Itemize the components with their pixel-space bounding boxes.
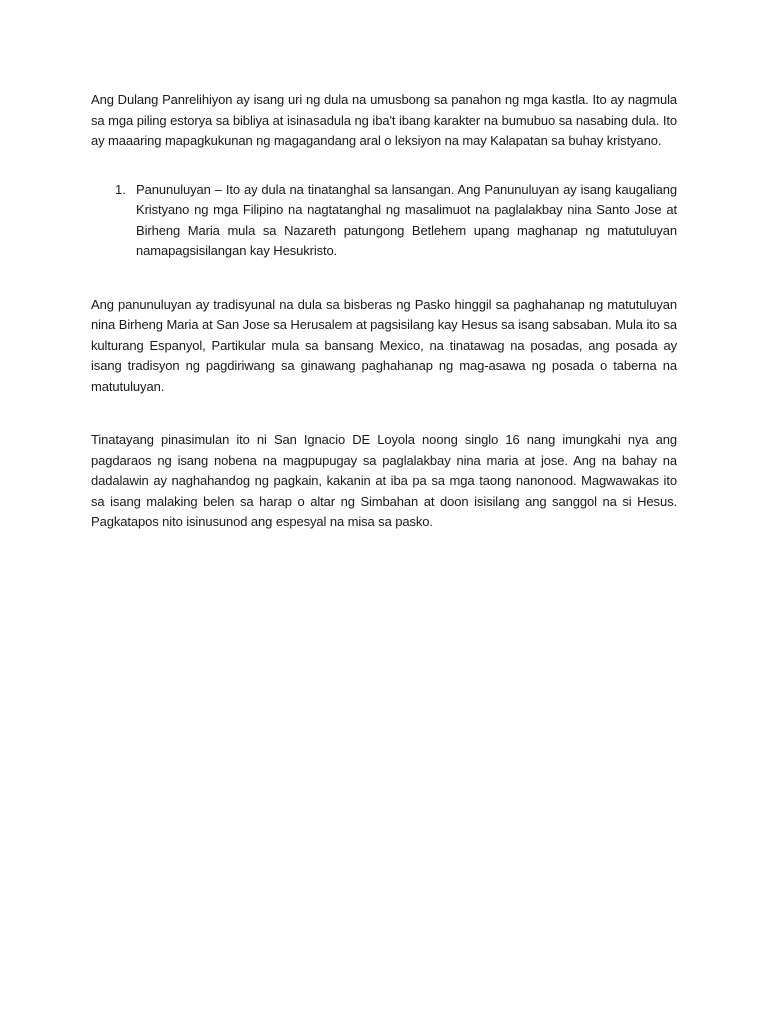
numbered-list	[91, 180, 677, 262]
intro-paragraph: Ang Dulang Panrelihiyon ay isang uri ng dula na umusbong sa panahon ng mga kastla. Ito ay nagmula sa mga piling estorya sa bibliya at isinasadula ng iba't ibang karakter na bumubuo sa nasabing dula. Ito ay maaaring mapagkukunan ng magagandang aral o leksiyon na may Kalapatan sa buhay kristyano.	[91, 92, 677, 148]
document-body	[91, 90, 677, 533]
body-paragraph-history: Tinatayang pinasimulan ito ni San Ignacio DE Loyola noong singlo 16 nang imungkahi nya ang pagdaraos ng isang nobena na magpupugay sa paglalakbay nina maria at jose. Ang na bahay na dadalawin ay naghahandog ng pagkain, kakanin at iba pa sa mga taong nanonood. Magwawakas ito sa isang malaking belen sa harap o altar ng Simbahan at doon isisilang ang sanggol na si Hesus. Pagkatapos nito isinusunod ang espesyal na misa sa pasko.	[91, 432, 677, 529]
list-item	[91, 180, 677, 262]
body-paragraph-panunuluyan: Ang panunuluyan ay tradisyunal na dula sa bisberas ng Pasko hinggil sa paghahanap ng matutuluyan nina Birheng Maria at San Jose sa Herusalem at pagsisilang kay Hesus sa isang sabsaban. Mula ito sa kulturang Espanyol, Partikular mula sa bansang Mexico, na tinatawag na posadas, ang posada ay isang tradisyon ng pagdiriwang sa ginawang paghahanap ng mag-asawa ng posada o taberna na matutuluyan.	[91, 296, 677, 394]
list-item-number: 1.	[115, 181, 126, 197]
list-item-text: Panunuluyan – Ito ay dula na tinatanghal sa lansangan. Ang Panunuluyan ay isang kaugaliang Kristyano ng mga Filipino na nagtatanghal ng masalimuot na paglalakbay nina Santo Jose at Birheng Maria mula sa Nazareth patungong Betlehem upang maghanap ng matutuluyan namapagsisilangan kay Hesukristo.	[136, 181, 677, 258]
